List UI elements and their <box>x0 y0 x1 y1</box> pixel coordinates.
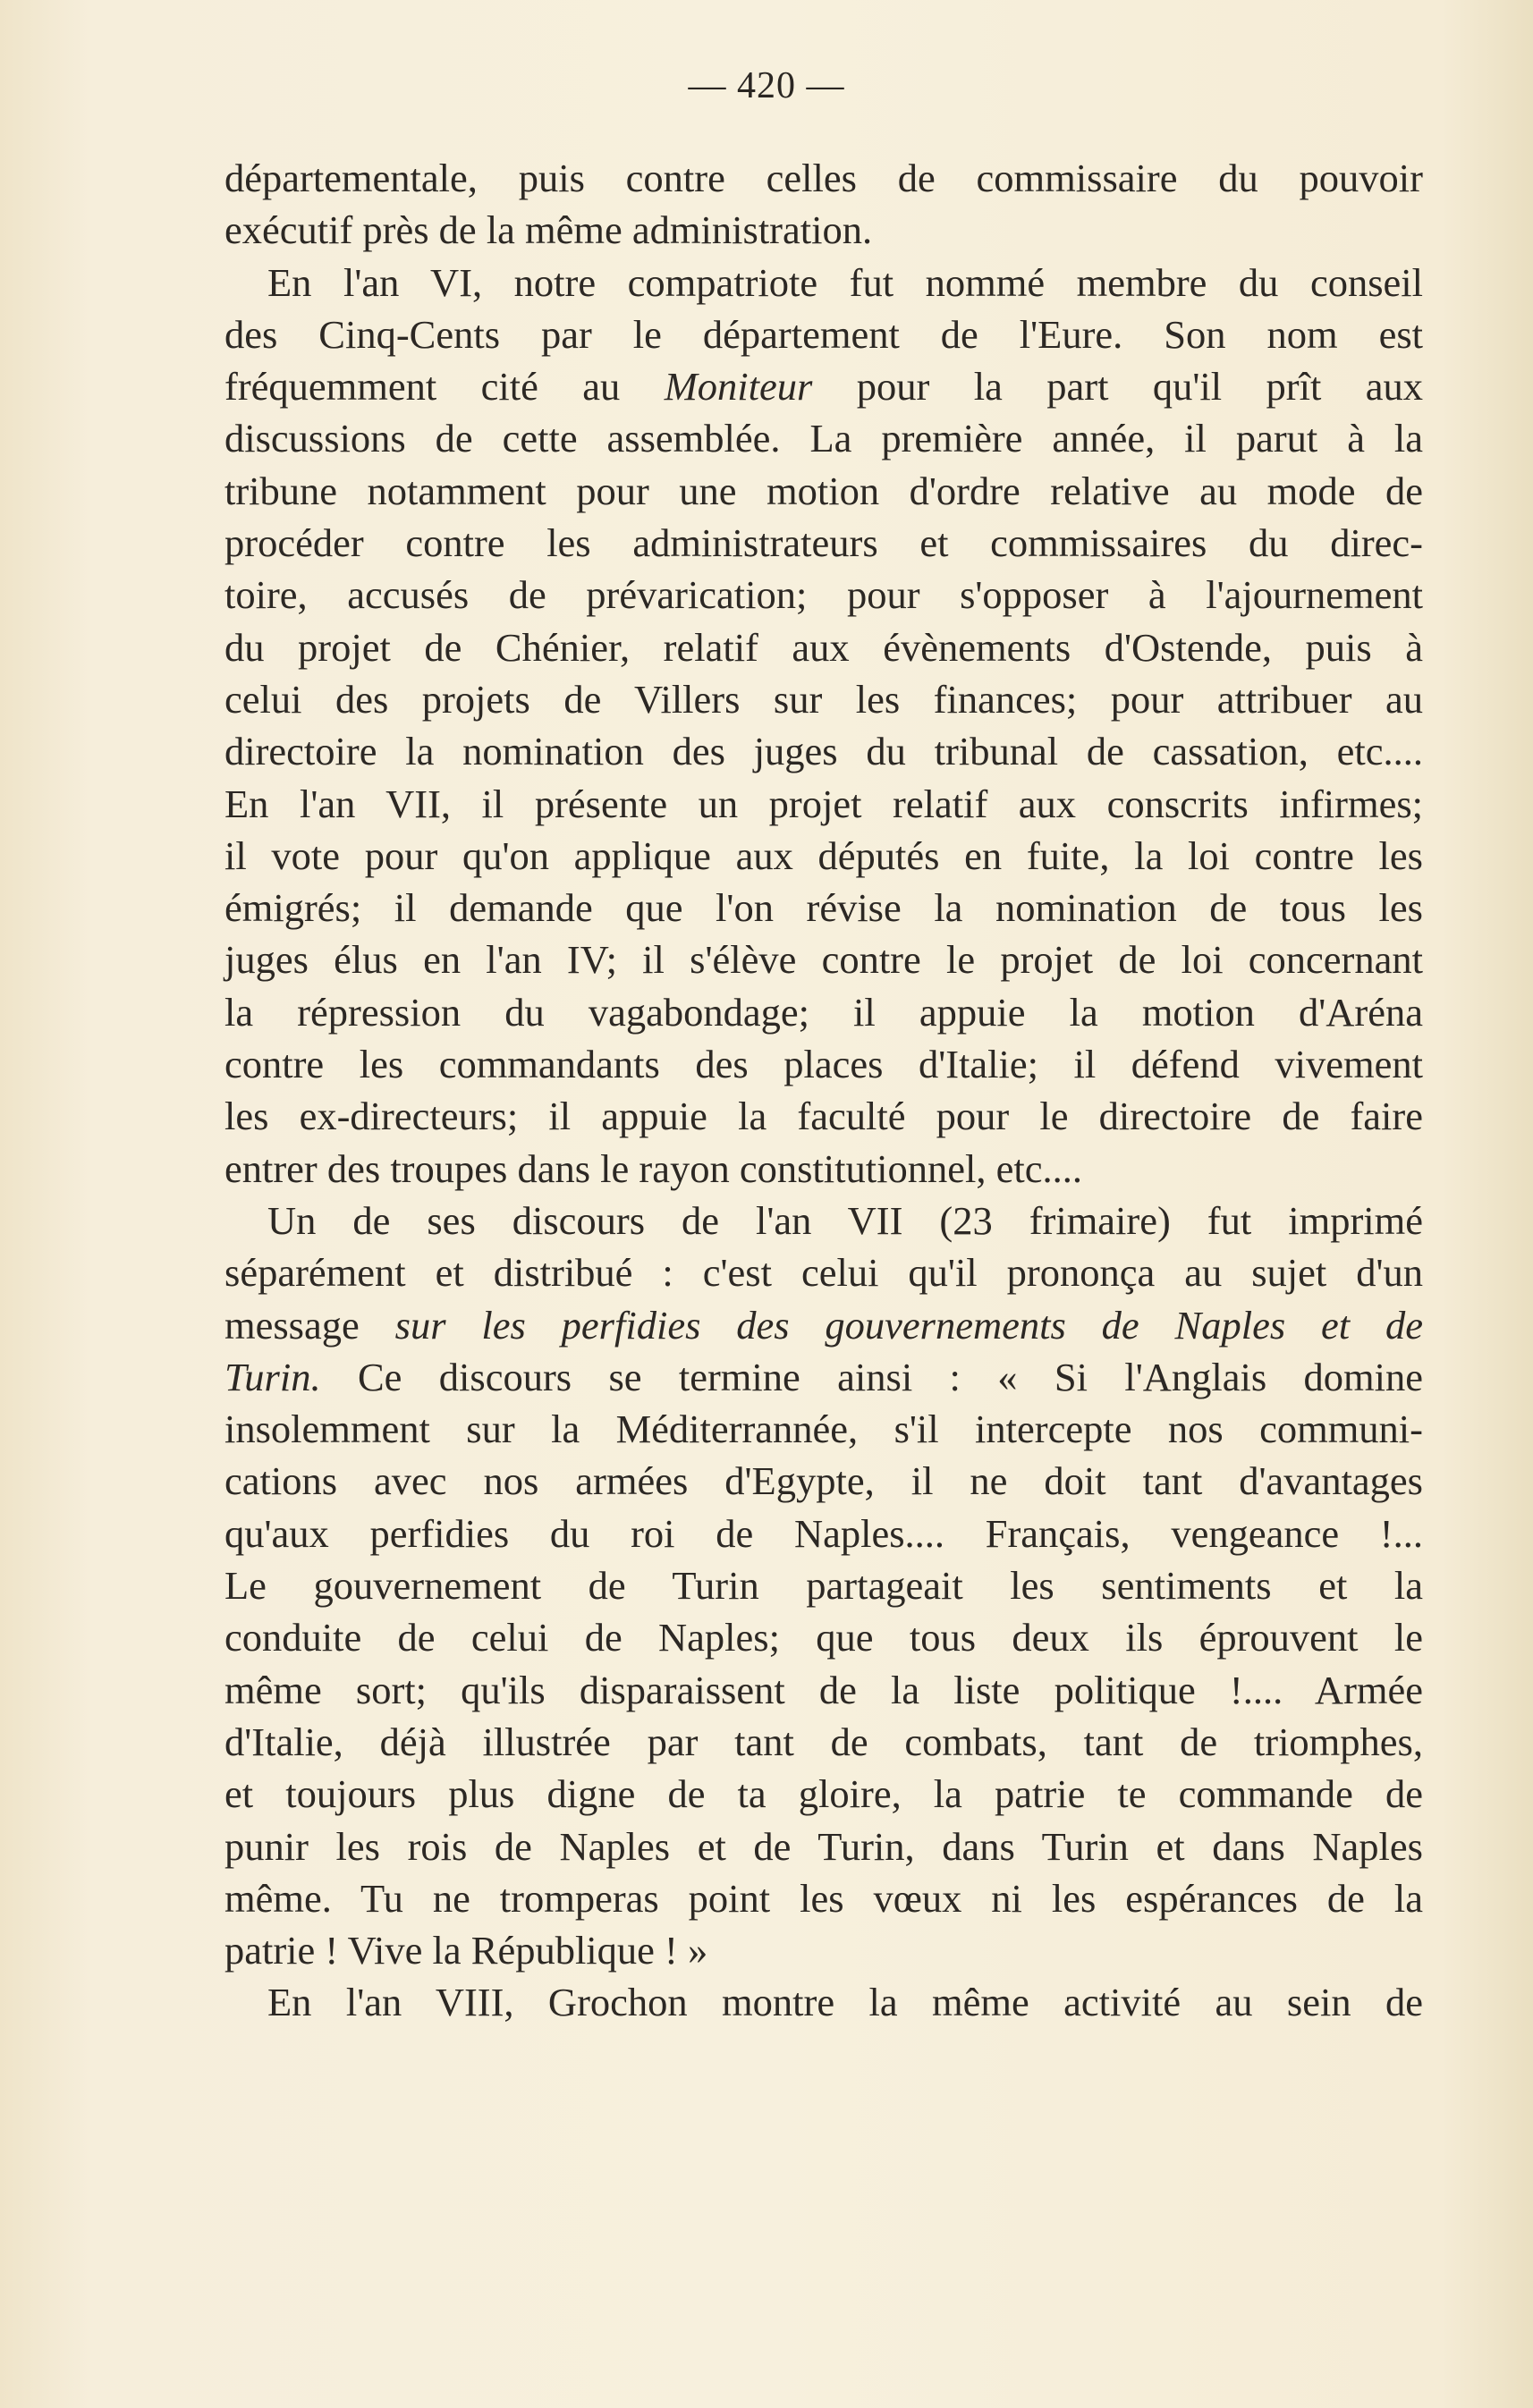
text-line: En l'an VII, il présente un projet relatif aux conscrits infirmes; <box>224 781 1423 826</box>
text-line: En l'an VIII, Grochon montre la même activité au sein de <box>267 1980 1423 2025</box>
text-segment: message <box>224 1302 360 1348</box>
text-line: procéder contre les administrateurs et commissaires du direc- <box>224 520 1423 566</box>
text-line: contre les commandants des places d'Italie; il défend vivement <box>224 1042 1423 1087</box>
text-line: entrer des troupes dans le rayon constitutionnel, etc.... <box>224 1145 1082 1191</box>
text-line: et toujours plus digne de ta gloire, la patrie te commande de <box>224 1771 1423 1817</box>
text-line: Le gouvernement de Turin partageait les sentiments et la <box>224 1563 1423 1609</box>
text-line: toire, accusés de prévarication; pour s'opposer à l'ajournement <box>224 572 1423 618</box>
text-line: des Cinq-Cents par le département de l'Eure. Son nom est <box>224 311 1423 357</box>
text-line: du projet de Chénier, relatif aux évènements d'Ostende, puis à <box>224 624 1423 670</box>
text-line: émigrés; il demande que l'on révise la nomination de tous les <box>224 885 1423 931</box>
text-line: tribune notamment pour une motion d'ordre relative au mode de <box>224 468 1423 513</box>
body-text <box>224 152 1423 2029</box>
text-line: la répression du vagabondage; il appuie la motion d'Aréna <box>224 989 1423 1035</box>
text-line: patrie ! Vive la République ! » <box>224 1928 708 1973</box>
page-number: — 420 — <box>688 65 845 106</box>
text-line: juges élus en l'an IV; il s'élève contre le projet de loi concernant <box>224 937 1423 983</box>
italic-title: sur les perfidies des gouvernements de Naples et de <box>394 1302 1423 1348</box>
italic-title: Moniteur <box>664 364 813 410</box>
text-line <box>224 1299 1423 1351</box>
text-line: cations avec nos armées d'Egypte, il ne doit tant d'avantages <box>224 1458 1423 1504</box>
text-segment: fréquemment cité au <box>224 364 621 410</box>
text-segment: pour la part qu'il prît aux <box>856 364 1423 410</box>
text-line <box>224 1351 1423 1403</box>
text-line: En l'an VI, notre compatriote fut nommé membre du conseil <box>267 259 1423 305</box>
text-line: il vote pour qu'on applique aux députés en fuite, la loi contre les <box>224 832 1423 878</box>
text-line: même sort; qu'ils disparaissent de la liste politique !.... Armée <box>224 1667 1423 1712</box>
text-segment: Ce discours se termine ainsi : « Si l'Anglais domine <box>357 1354 1423 1399</box>
text-line: exécutif près de la même administration. <box>224 207 873 253</box>
text-line: qu'aux perfidies du roi de Naples.... Français, vengeance !... <box>224 1510 1423 1556</box>
text-line: départementale, puis contre celles de commissaire du pouvoir <box>224 156 1423 200</box>
text-line: d'Italie, déjà illustrée par tant de combats, tant de triomphes, <box>224 1719 1423 1764</box>
text-line: Un de ses discours de l'an VII (23 frimaire) fut imprimé <box>267 1197 1423 1243</box>
text-line <box>224 360 1423 412</box>
text-line: celui des projets de Villers sur les finances; pour attribuer au <box>224 676 1423 722</box>
text-line: punir les rois de Naples et de Turin, dans Turin et dans Naples <box>224 1823 1423 1869</box>
text-line: directoire la nomination des juges du tribunal de cassation, etc.... <box>224 729 1423 774</box>
text-line: insolemment sur la Méditerrannée, s'il intercepte nos communi- <box>224 1407 1423 1452</box>
italic-title: Turin. <box>224 1354 321 1399</box>
text-line: discussions de cette assemblée. La première année, il parut à la <box>224 416 1423 461</box>
text-line: conduite de celui de Naples; que tous deux ils éprouvent le <box>224 1615 1423 1660</box>
text-line: les ex-directeurs; il appuie la faculté pour le directoire de faire <box>224 1094 1423 1139</box>
text-line: séparément et distribué : c'est celui qu'il prononça au sujet d'un <box>224 1250 1423 1296</box>
text-line: même. Tu ne tromperas point les vœux ni les espérances de la <box>224 1875 1423 1921</box>
